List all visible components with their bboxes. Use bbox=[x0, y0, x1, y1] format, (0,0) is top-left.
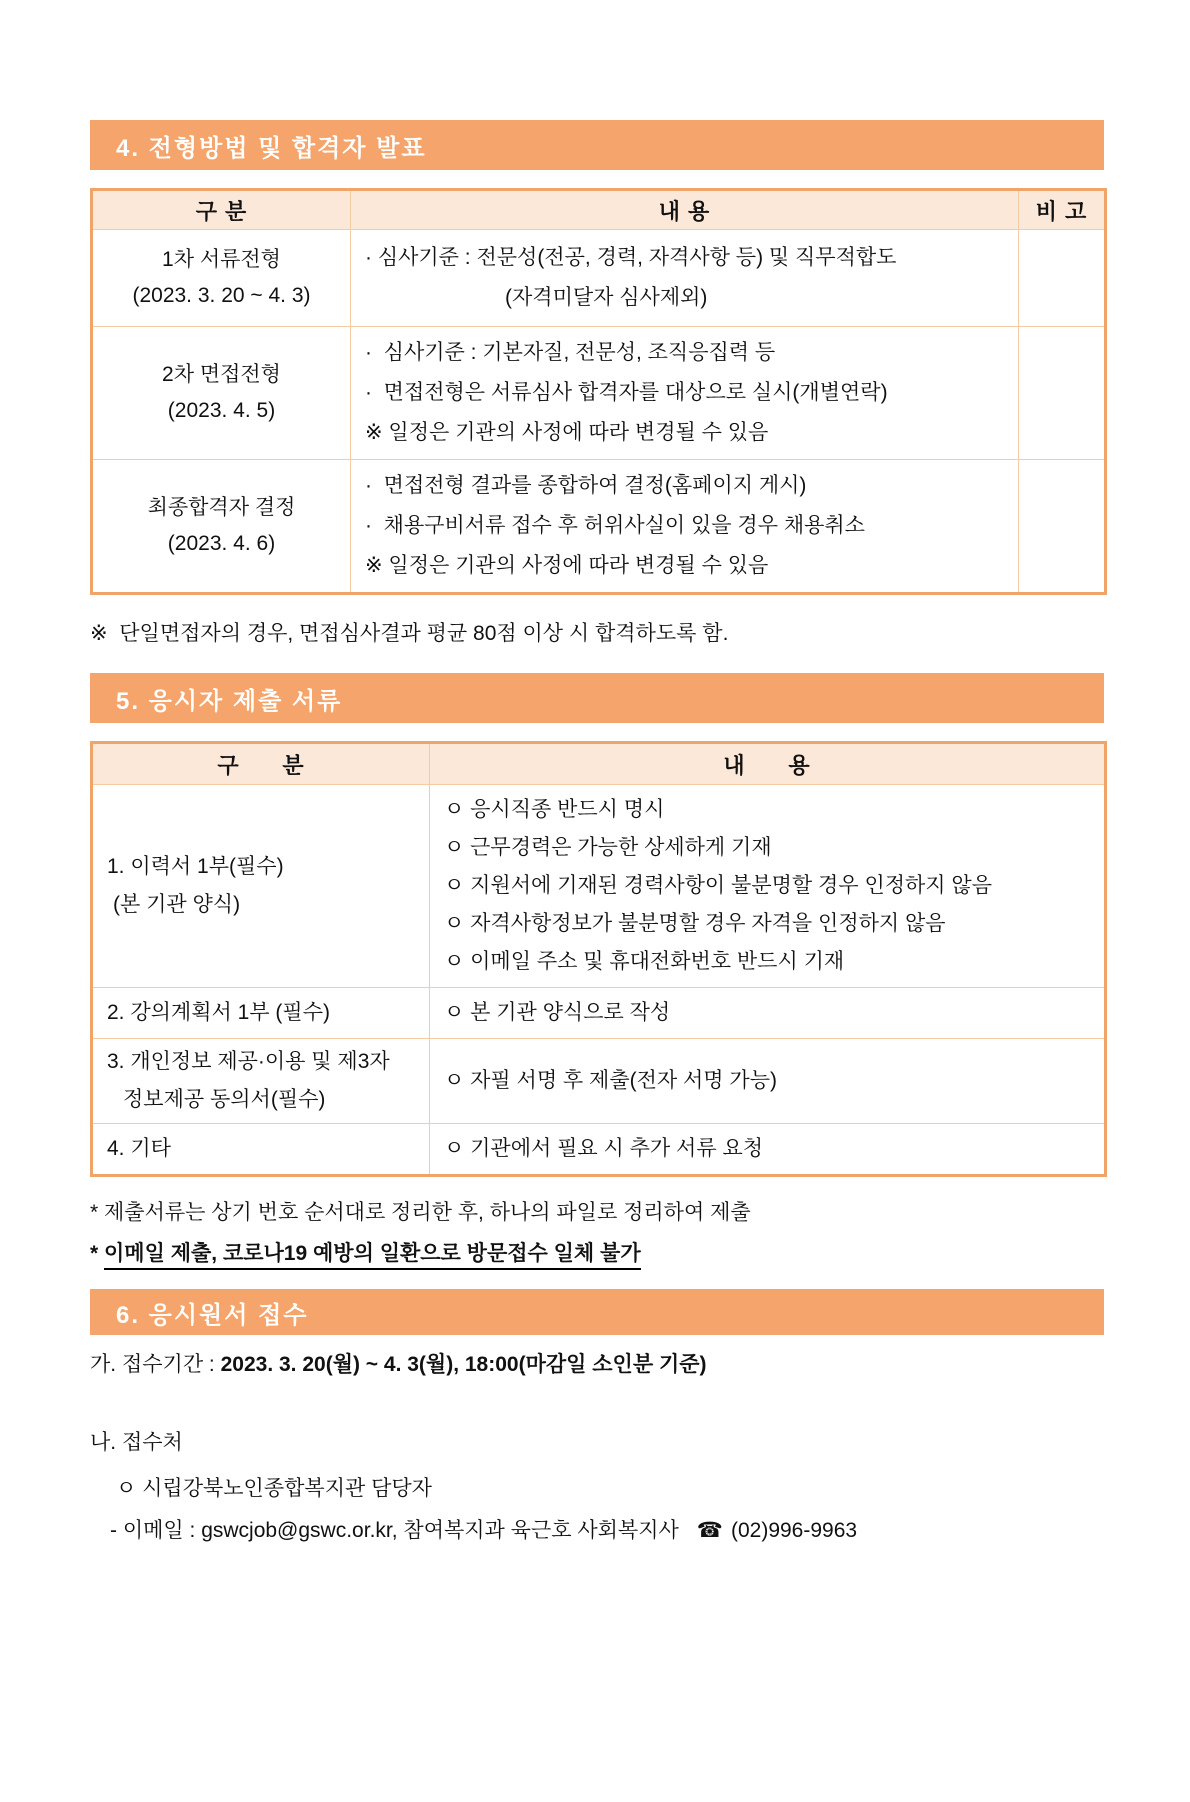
document-name-cell bbox=[92, 1124, 430, 1176]
content-line: ㅇ 근무경력은 가능한 상세하게 기재 bbox=[444, 836, 772, 859]
receipt-period-line bbox=[90, 1351, 1104, 1379]
stage-date: (2023. 4. 5) bbox=[167, 399, 276, 422]
content-line: ㅇ 본 기관 양식으로 작성 bbox=[444, 1001, 671, 1024]
note2-star: * bbox=[90, 1242, 105, 1265]
receipt-place-org: ㅇ 시립강북노인종합복지관 담당자 bbox=[116, 1477, 432, 1500]
table-row bbox=[92, 327, 1106, 460]
col-header-naeyong: 내 용 bbox=[351, 190, 1019, 230]
document-name-sub: 정보제공 동의서(필수) bbox=[123, 1088, 326, 1111]
document-name-sub: (본 기관 양식) bbox=[113, 893, 241, 916]
content-cell bbox=[430, 1039, 1106, 1124]
content-line: · 심사기준 : 기본자질, 전문성, 조직응집력 등 bbox=[365, 341, 776, 364]
section5-note-2 bbox=[90, 1240, 1104, 1267]
bigo-cell bbox=[1019, 230, 1106, 327]
content-line: · 채용구비서류 접수 후 허위사실이 있을 경우 채용취소 bbox=[365, 514, 865, 537]
bigo-cell bbox=[1019, 460, 1106, 594]
receipt-period-label: 가. 접수기간 : bbox=[90, 1353, 221, 1376]
table-row bbox=[92, 1124, 1106, 1176]
col-header-gubun: 구 분 bbox=[92, 743, 430, 785]
col-header-bigo: 비 고 bbox=[1019, 190, 1106, 230]
document-name: 3. 개인정보 제공·이용 및 제3자 bbox=[107, 1050, 390, 1073]
document-name: 2. 강의계획서 1부 (필수) bbox=[107, 1001, 330, 1024]
stage-name: 1차 서류전형 bbox=[162, 248, 281, 271]
content-line: ㅇ 지원서에 기재된 경력사항이 불분명할 경우 인정하지 않음 bbox=[444, 874, 992, 897]
col-header-gubun: 구 분 bbox=[92, 190, 351, 230]
content-cell bbox=[430, 785, 1106, 988]
content-line: · 면접전형은 서류심사 합격자를 대상으로 실시(개별연락) bbox=[365, 381, 888, 404]
gubun-cell bbox=[92, 460, 351, 594]
table-row bbox=[92, 785, 1106, 988]
stage-date: (2023. 3. 20 ~ 4. 3) bbox=[132, 284, 311, 307]
gubun-cell bbox=[92, 327, 351, 460]
section4-title: 4. 전형방법 및 합격자 발표 bbox=[116, 134, 427, 162]
content-line: ㅇ 응시직종 반드시 명시 bbox=[444, 798, 665, 821]
section5-title: 5. 응시자 제출 서류 bbox=[116, 687, 343, 715]
table-row bbox=[92, 988, 1106, 1039]
table-header-row bbox=[92, 743, 1106, 785]
content-cell bbox=[351, 327, 1019, 460]
section4-header-bar bbox=[90, 120, 1104, 170]
table-row bbox=[92, 230, 1106, 327]
content-cell bbox=[430, 1124, 1106, 1176]
document-name-cell bbox=[92, 785, 430, 988]
contact-email-text: - 이메일 : gswcjob@gswc.or.kr, 참여복지과 육근호 사회복지사 bbox=[110, 1519, 679, 1542]
contact-line bbox=[110, 1517, 1104, 1545]
table-header-row bbox=[92, 190, 1106, 230]
note2-underlined-text: 이메일 제출, 코로나19 예방의 일환으로 방문접수 일체 불가 bbox=[104, 1242, 641, 1270]
content-line: ㅇ 자필 서명 후 제출(전자 서명 가능) bbox=[444, 1069, 777, 1092]
content-cell bbox=[430, 988, 1106, 1039]
content-line: · 면접전형 결과를 종합하여 결정(홈페이지 게시) bbox=[365, 474, 807, 497]
content-line: ※ 일정은 기관의 사정에 따라 변경될 수 있음 bbox=[365, 554, 769, 577]
section5-header-bar bbox=[90, 673, 1104, 723]
section6-title: 6. 응시원서 접수 bbox=[116, 1301, 309, 1329]
stage-name: 최종합격자 결정 bbox=[147, 496, 296, 519]
receipt-period-value: 2023. 3. 20(월) ~ 4. 3(월), 18:00(마감일 소인분 기준) bbox=[220, 1353, 707, 1376]
content-line: ㅇ 이메일 주소 및 휴대전화번호 반드시 기재 bbox=[444, 950, 845, 973]
section5-note-1: * 제출서류는 상기 번호 순서대로 정리한 후, 하나의 파일로 정리하여 제출 bbox=[90, 1201, 751, 1224]
content-line: ㅇ 자격사항정보가 불분명할 경우 자격을 인정하지 않음 bbox=[444, 912, 946, 935]
document-name-cell bbox=[92, 988, 430, 1039]
submission-documents-table bbox=[90, 741, 1107, 1177]
section6-header-bar bbox=[90, 1289, 1104, 1335]
stage-date: (2023. 4. 6) bbox=[167, 532, 276, 555]
bigo-cell bbox=[1019, 327, 1106, 460]
content-cell bbox=[351, 230, 1019, 327]
document-name: 4. 기타 bbox=[107, 1137, 171, 1160]
telephone-icon: ☎ bbox=[696, 1519, 723, 1542]
document-page bbox=[90, 120, 1104, 1545]
stage-name: 2차 면접전형 bbox=[162, 363, 281, 386]
receipt-place-label: 나. 접수처 bbox=[90, 1431, 183, 1454]
content-line: ㅇ 기관에서 필요 시 추가 서류 요청 bbox=[444, 1137, 764, 1160]
content-line: ※ 일정은 기관의 사정에 따라 변경될 수 있음 bbox=[365, 421, 769, 444]
contact-phone-number: (02)996-9963 bbox=[730, 1519, 858, 1542]
section4-note: ※ 단일면접자의 경우, 면접심사결과 평균 80점 이상 시 합격하도록 함. bbox=[90, 622, 729, 645]
col-header-naeyong: 내 용 bbox=[430, 743, 1106, 785]
document-name: 1. 이력서 1부(필수) bbox=[107, 855, 284, 878]
gubun-cell bbox=[92, 230, 351, 327]
document-name-cell bbox=[92, 1039, 430, 1124]
table-row bbox=[92, 1039, 1106, 1124]
content-line: · 심사기준 : 전문성(전공, 경력, 자격사항 등) 및 직무적합도 bbox=[365, 246, 897, 269]
selection-method-table bbox=[90, 188, 1107, 595]
content-cell bbox=[351, 460, 1019, 594]
content-line: (자격미달자 심사제외) bbox=[505, 286, 708, 309]
table-row bbox=[92, 460, 1106, 594]
